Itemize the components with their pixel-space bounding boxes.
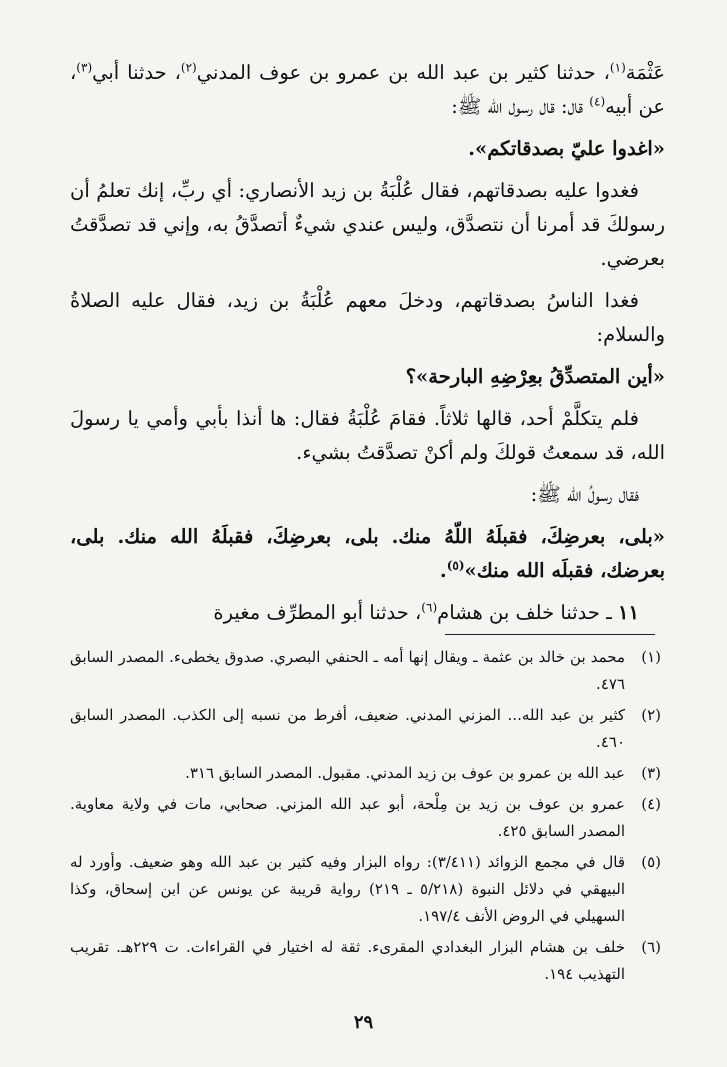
- footnote-text: عمرو بن عوف بن زيد بن مِلْحة، أبو عبد الله المزني. صحابي، مات في ولاية معاوية. المصدر السابق ٤٢٥.: [70, 795, 625, 840]
- text-run: عَثْمَة: [625, 61, 665, 84]
- footnote-text: كثير بن عبد الله... المزني المدني. ضعيف، أفرط من نسبه إلى الكذب. المصدر السابق ٤٦٠.: [70, 706, 625, 751]
- text-run: «بلى، بعرضِكَ، فقبلَهُ اللّهُ منك. بلى، بعرضِكَ، فقبلَهُ الله منك. بلى، بعرضك، فقبلَه الله منك»: [70, 525, 665, 582]
- footnote-number: (٢): [641, 706, 661, 724]
- text-run: ، عن أبيه: [70, 61, 665, 118]
- footnote-number: (٤): [641, 795, 661, 813]
- main-text: [70, 56, 665, 638]
- hadith-quote-1: «اغدوا عليّ بصدقاتكم».: [468, 137, 665, 160]
- footnote-number: (٦): [641, 938, 661, 956]
- footnote-number: (٣): [641, 764, 661, 782]
- paragraph-narrative-4: فقال رسولُ الله ﷺ:: [530, 483, 639, 506]
- page-number: ٢٩: [353, 1012, 374, 1033]
- footnote-1: [70, 644, 661, 698]
- text-run: ، حدثنا كثير بن عبد الله بن عمرو بن عوف المدني: [196, 61, 610, 84]
- footnote-5: [70, 849, 661, 930]
- footnotes: [70, 644, 661, 992]
- text-run: .: [439, 559, 447, 582]
- text-run: ـ حدثنا خلف بن هشام: [437, 601, 619, 624]
- paragraph-narrative-3: فلم يتكلَّمْ أحد، قالها ثلاثاً. فقامَ عُلْبَةُ فقال: ها أنذا بأبي وأمي يا رسولَ الله، قد سمعتُ قولكَ ولم أكنْ تصدَّقتُ بشيء.: [70, 407, 665, 464]
- paragraph-hadith-11: [70, 596, 665, 630]
- hadith-quote-3: [70, 520, 665, 588]
- footnote-ref-5[interactable]: (٥): [446, 558, 465, 573]
- text-run: ، حدثنا أبو المطرِّف مغيرة: [213, 601, 422, 624]
- footnote-number: (١): [641, 648, 661, 666]
- footnote-ref-1[interactable]: (١): [609, 60, 626, 75]
- footnote-text: خلف بن هشام البزار البغدادي المقرىء. ثقة له اختيار في القراءات. ت ٢٢٩هـ. تقريب التهذيب ١٩٤.: [70, 938, 625, 983]
- footnote-ref-6[interactable]: (٦): [421, 600, 438, 615]
- footnote-number: (٥): [641, 853, 661, 871]
- text-run: ، حدثنا أبي: [92, 61, 181, 84]
- footnote-text: قال في مجمع الزوائد (٣/٤١١): رواه البزار وفيه كثير بن عبد الله وهو ضعيف. وأورد له البيهقي في دلائل النبوة (٥/٢١٨ ـ ٢١٩) رواية قريبة عن يونس عن ابن إسحاق، وكذا السهيلي في الروض الأنف ١٩٧/٤.: [70, 853, 625, 925]
- footnote-4: [70, 791, 661, 845]
- footnote-ref-3[interactable]: (٣): [76, 60, 93, 75]
- footnote-ref-4[interactable]: (٤): [589, 94, 606, 109]
- footnote-3: [70, 760, 661, 787]
- footnote-text: محمد بن خالد بن عثمة ـ ويقال إنها أمه ـ الحنفي البصري. صدوق يخطىء. المصدر السابق ٤٧٦.: [70, 648, 625, 693]
- footnote-text: عبد الله بن عمرو بن عوف بن زيد المدني. مقبول. المصدر السابق ٣١٦.: [185, 764, 625, 782]
- hadith-number: ١١: [618, 601, 639, 624]
- footnote-divider: [445, 634, 655, 635]
- footnote-2: [70, 702, 661, 756]
- paragraph-narrative-1: فغدوا عليه بصدقاتهم، فقال عُلْبَةُ بن زيد الأنصاري: أي ربِّ، إنك تعلمُ أن رسولكَ قد أمرنا أن نتصدَّق، وليس عندي شيءٌ أتصدَّقُ به، وإني قد تصدَّقتُ بعرضي.: [70, 179, 665, 270]
- text-run: قال: قال رسول الله ﷺ:: [451, 95, 590, 118]
- paragraph-narrative-2: فغدا الناسُ بصدقاتهم، ودخلَ معهم عُلْبَةُ بن زيد، فقال عليه الصلاةُ والسلام:: [70, 289, 665, 346]
- hadith-quote-2: «أين المتصدِّقُ بعِرْضِهِ البارحة»؟: [405, 365, 665, 388]
- footnote-ref-2[interactable]: (٢): [180, 60, 197, 75]
- paragraph-isnad: [70, 56, 665, 124]
- footnote-6: [70, 934, 661, 988]
